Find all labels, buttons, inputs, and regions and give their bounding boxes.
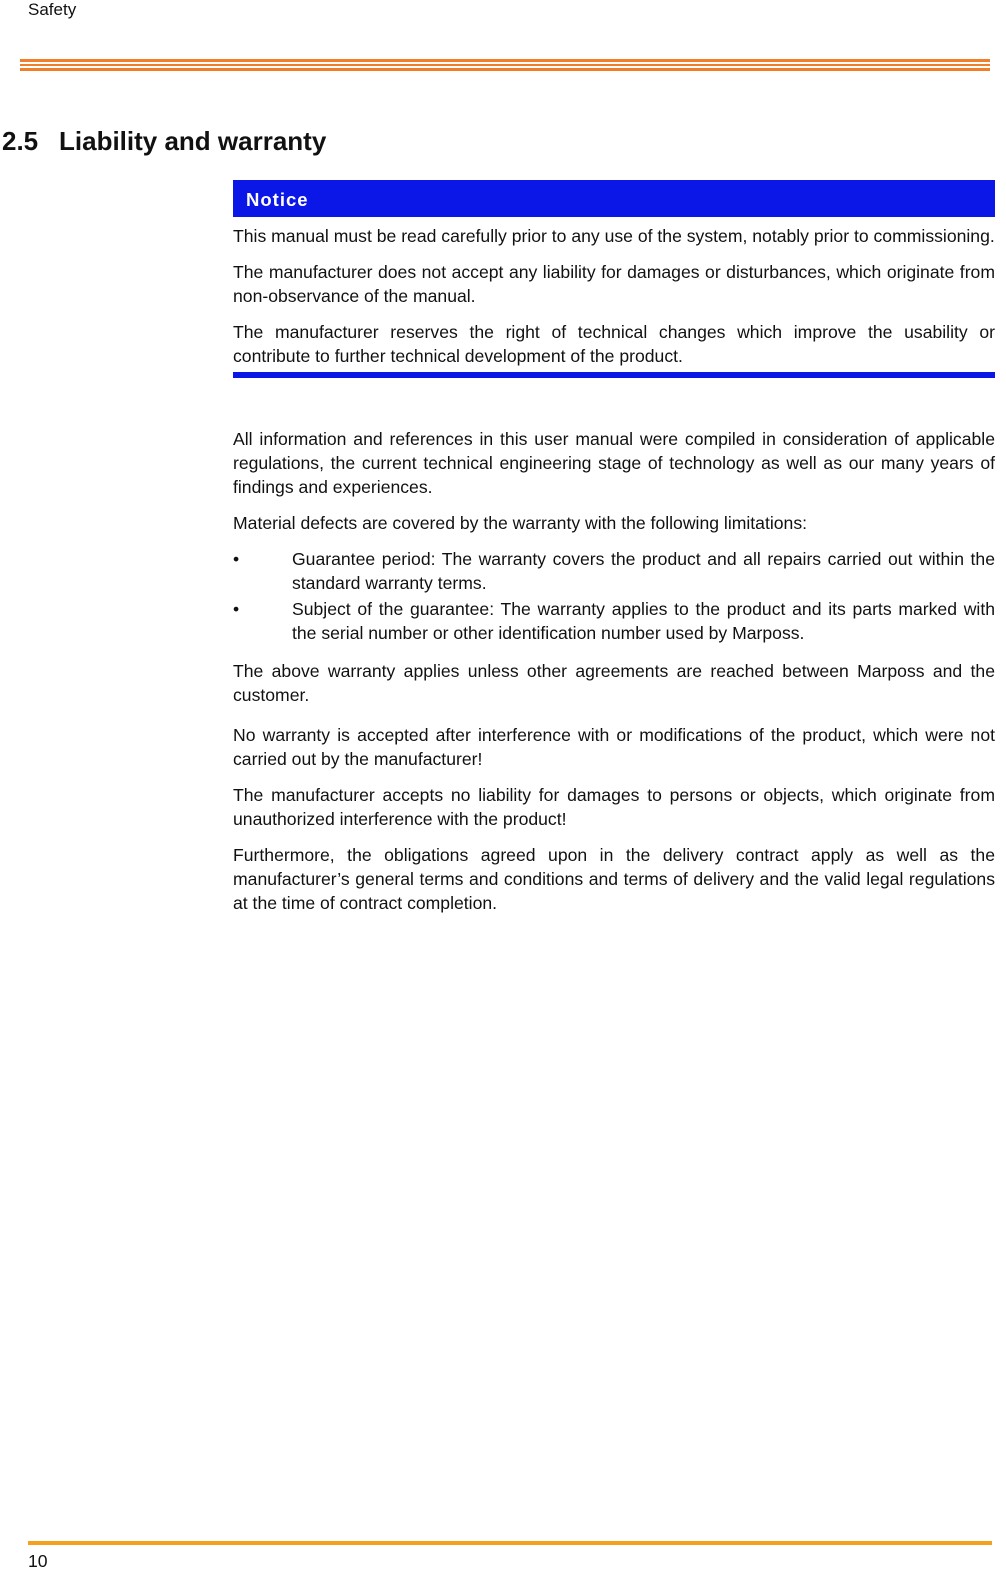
list-item [233,597,995,645]
no-warranty-paragraph: No warranty is accepted after interference with or modifications of the product, which were not carried out by the manufacturer! [233,725,995,769]
footer-rule [28,1541,992,1545]
section-number: 2.5 [2,126,39,156]
list-item-text: Guarantee period: The warranty covers the product and all repairs carried out within the standard warranty terms. [292,549,995,593]
obligations-paragraph: Furthermore, the obligations agreed upon in the delivery contract apply as well as the manufacturer’s general terms and conditions and terms of delivery and the valid legal regulations at the time of contract completion. [233,845,995,913]
header-rule-bottom [20,68,990,71]
section-title: Liability and warranty [59,126,327,156]
no-liability-paragraph: The manufacturer accepts no liability for damages to persons or objects, which originate from unauthorized interference with the product! [233,785,995,829]
notice-paragraph: The manufacturer does not accept any liability for damages or disturbances, which originate from non-observance of the manual. [233,262,995,306]
notice-body [233,217,995,368]
bullet-symbol: • [233,599,240,619]
notice-paragraph: The manufacturer reserves the right of technical changes which improve the usability or contribute to further technical development of the product. [233,322,995,366]
notice-header: Notice [233,180,995,217]
limitations-list [233,547,995,645]
header-rule-middle [20,64,990,66]
main-content [233,180,995,927]
notice-end-rule [233,372,995,378]
notice-box [233,180,995,378]
limitations-intro: Material defects are covered by the warranty with the following limitations: [233,513,808,533]
list-item-text: Subject of the guarantee: The warranty applies to the product and its parts marked with the serial number or other identification number used by Marposs. [292,599,995,643]
agreements-paragraph: The above warranty applies unless other agreements are reached between Marposs and the customer. [233,661,995,705]
notice-paragraph: This manual must be read carefully prior to any use of the system, notably prior to commissioning. [233,226,995,246]
list-item [233,547,995,595]
bullet-symbol: • [233,549,240,569]
header-rule-top [20,59,990,62]
page-number: 10 [28,1551,48,1571]
chapter-label: Safety [28,0,77,19]
section-heading [2,124,326,158]
intro-paragraph: All information and references in this user manual were compiled in consideration of applicable regulations, the current technical engineering stage of technology as well as our many years of findings and experiences. [233,429,995,497]
